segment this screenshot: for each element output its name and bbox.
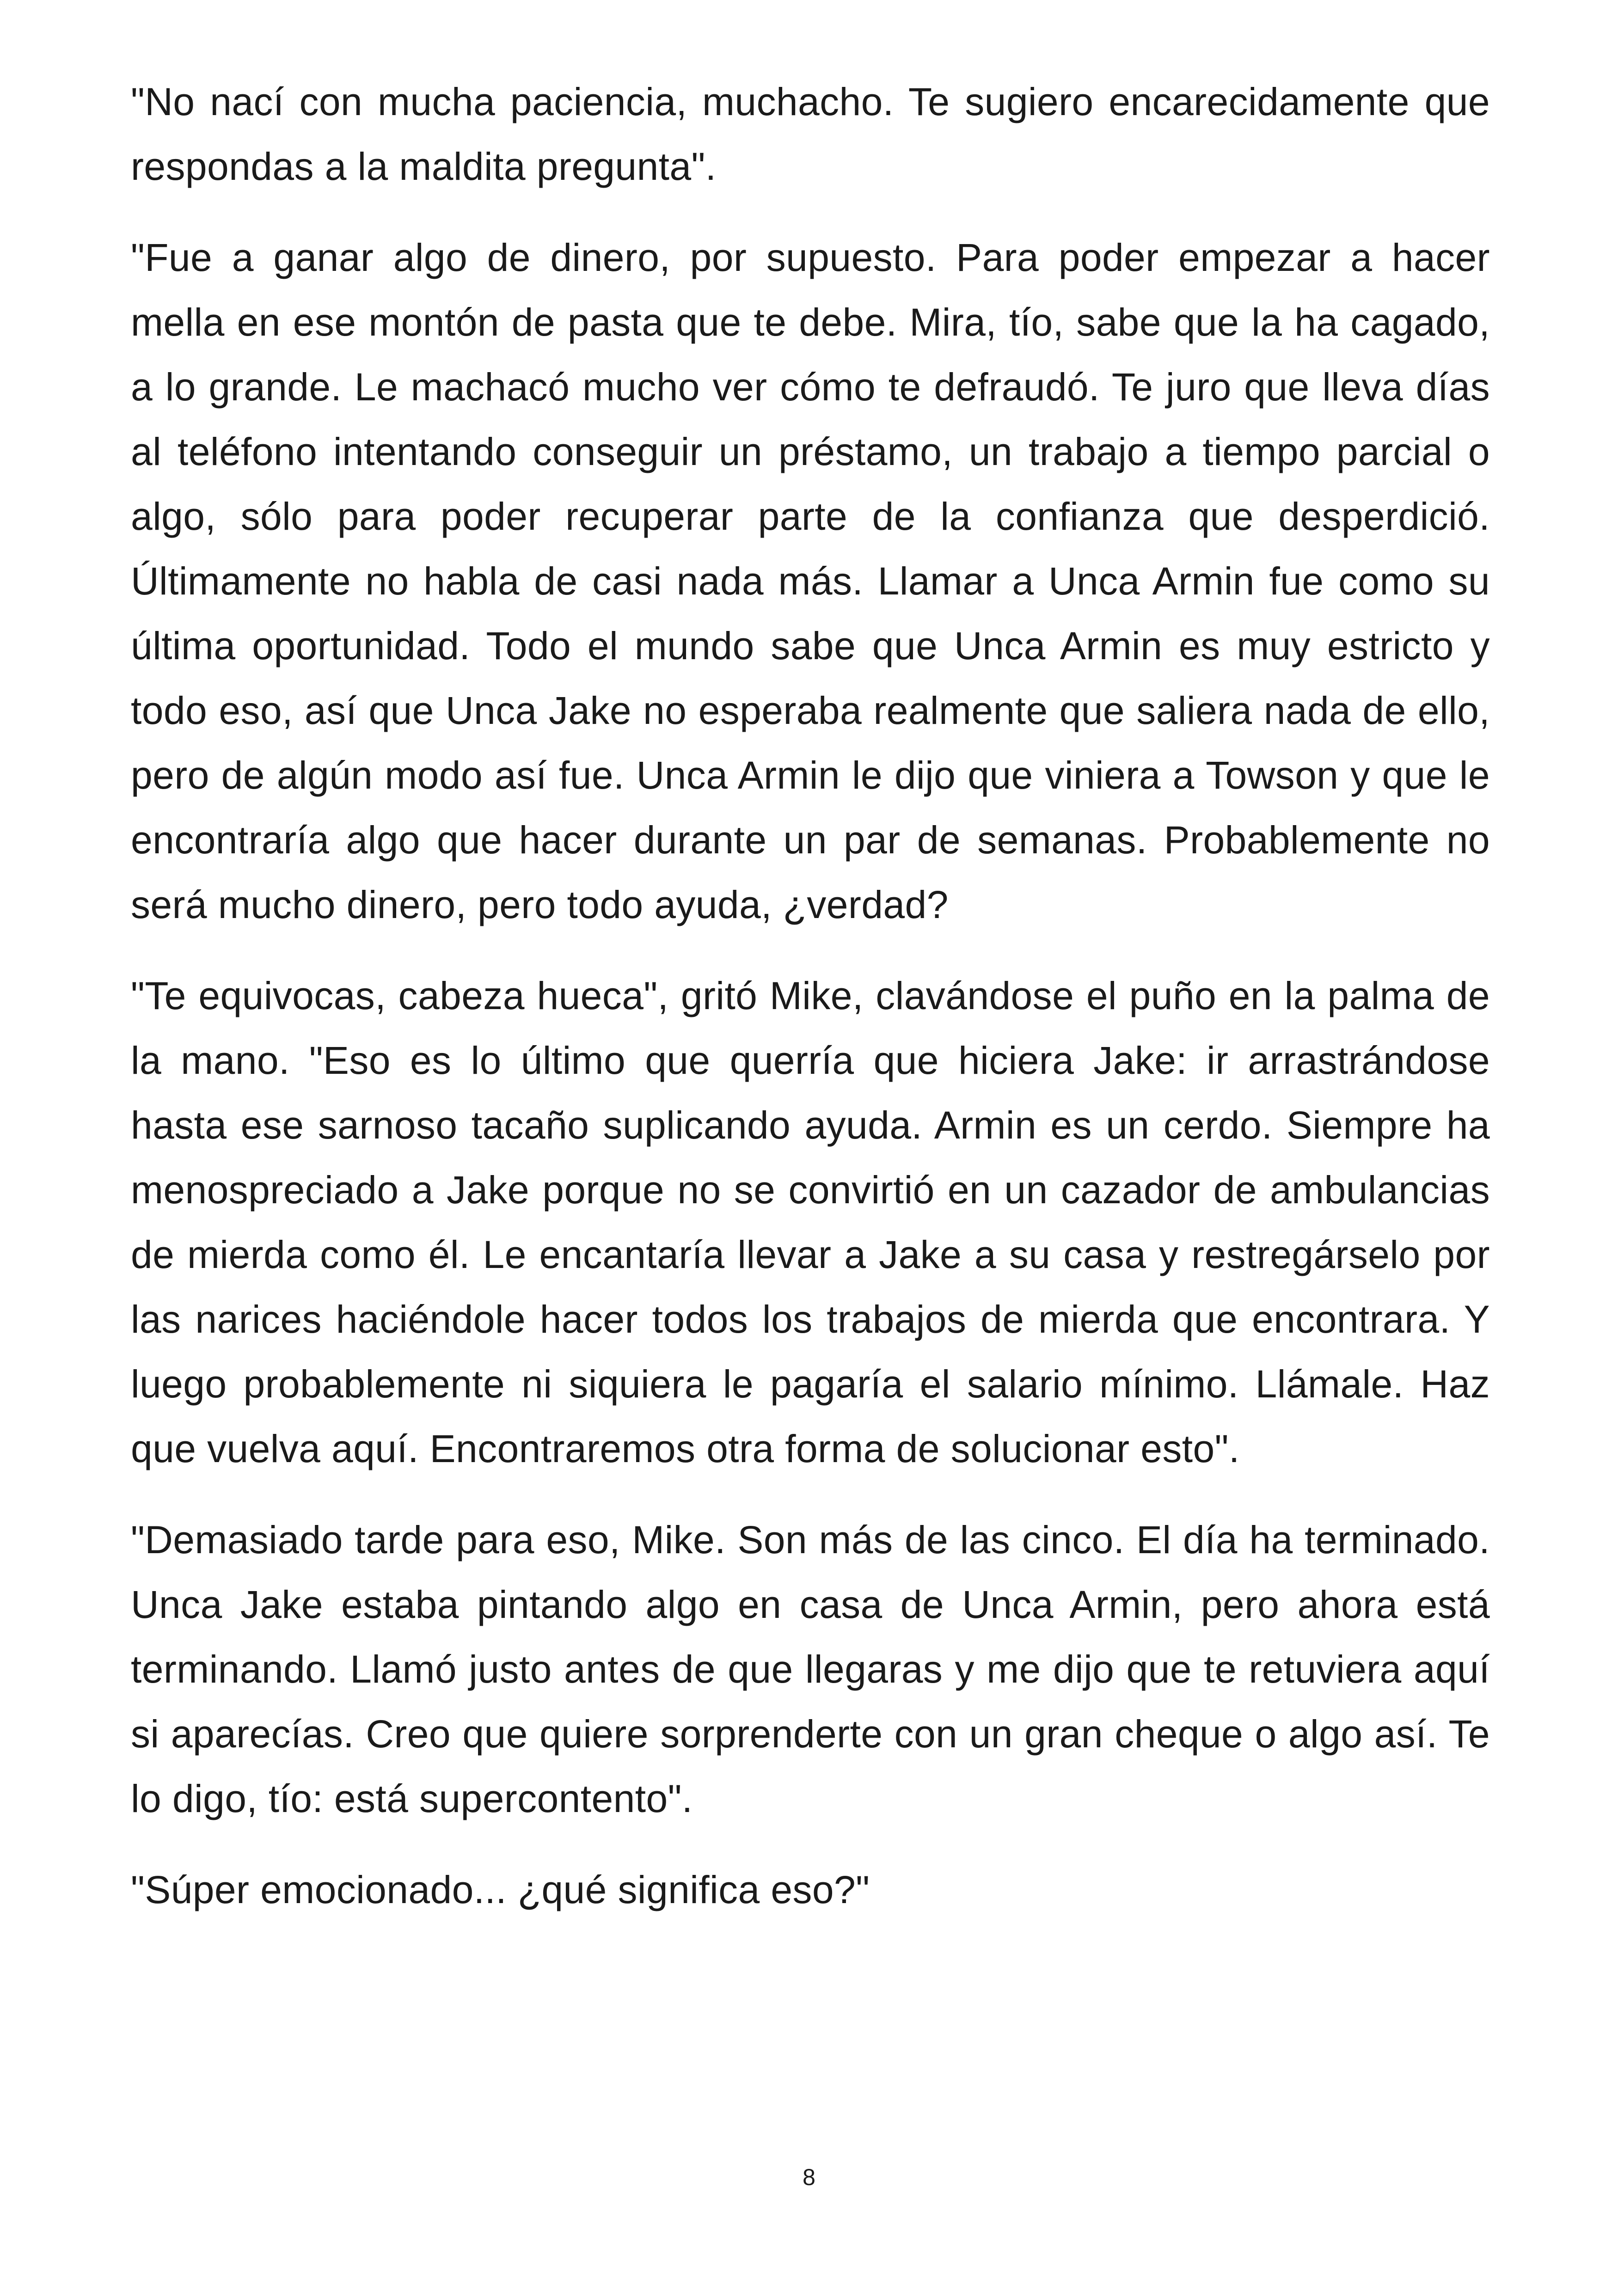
page-number: 8 (803, 2164, 815, 2190)
paragraph-5: "Súper emocionado... ¿qué significa eso?" (131, 1868, 870, 1911)
paragraph-2: "Fue a ganar algo de dinero, por supuesto. Para poder empezar a hacer mella en ese montón de pasta que te debe. Mira, tío, sabe que la ha cagado, a lo grande. Le machacó mucho ver cómo te defraudó. Te juro que lleva días al teléfono intentando conseguir un préstamo, un trabajo a tiempo parcial o algo, sólo para poder recuperar parte de la confianza que desperdició. Últimamente no habla de casi nada más. Llamar a Unca Armin fue como su última oportunidad. Todo el mundo sabe que Unca Armin es muy estricto y todo eso, así que Unca Jake no esperaba realmente que saliera nada de ello, pero de algún modo así fue. Unca Armin le dijo que viniera a Towson y que le encontraría algo que hacer durante un par de semanas. Probablemente no será mucho dinero, pero todo ayuda, ¿verdad? (131, 236, 1490, 926)
page-body (131, 69, 1490, 1948)
paragraph-3: "Te equivocas, cabeza hueca", gritó Mike, clavándose el puño en la palma de la mano. "Eso es lo último que querría que hiciera Jake: ir arrastrándose hasta ese sarnoso tacaño suplicando ayuda. Armin es un cerdo. Siempre ha menospreciado a Jake porque no se convirtió en un cazador de ambulancias de mierda como él. Le encantaría llevar a Jake a su casa y restregárselo por las narices haciéndole hacer todos los trabajos de mierda que encontrara. Y luego probablemente ni siquiera le pagaría el salario mínimo. Llámale. Haz que vuelva aquí. Encontraremos otra forma de solucionar esto". (131, 974, 1490, 1470)
paragraph-4: "Demasiado tarde para eso, Mike. Son más de las cinco. El día ha terminado. Unca Jake estaba pintando algo en casa de Unca Armin, pero ahora está terminando. Llamó justo antes de que llegaras y me dijo que te retuviera aquí si aparecías. Creo que quiere sorprenderte con un gran cheque o algo así. Te lo digo, tío: está supercontento". (131, 1518, 1490, 1820)
paragraph-1: "No nací con mucha paciencia, muchacho. Te sugiero encarecidamente que respondas a la maldita pregunta". (131, 80, 1490, 188)
